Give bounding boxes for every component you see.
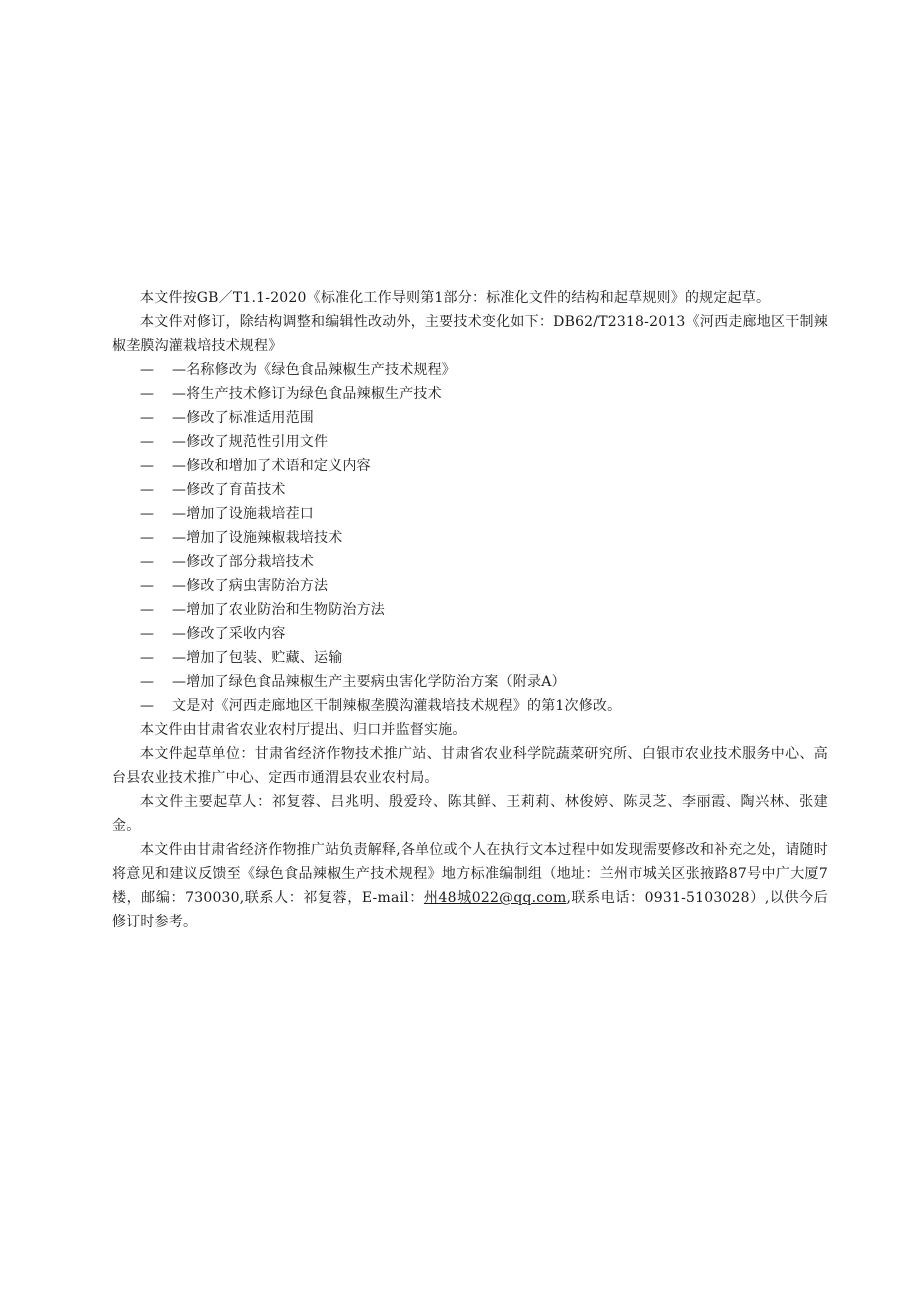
list-item [112, 550, 828, 574]
dash-marker: — [140, 578, 154, 594]
list-item-text: 文是对《河西走廊地区干制辣椒垄膜沟灌栽培技术规程》的第1次修改。 [172, 698, 622, 714]
list-item [112, 598, 828, 622]
list-item-text: —修改了采收内容 [172, 626, 286, 642]
list-item-text: —增加了设施栽培茬口 [172, 506, 314, 522]
dash-marker: — [140, 698, 154, 714]
dash-marker: — [140, 506, 154, 522]
list-item [112, 454, 828, 478]
contact-phone-text: ,联系电话：0931-5103028）,以供今后修订时参考。 [112, 890, 828, 930]
list-item-text: —将生产技术修订为绿色食品辣椒生产技术 [172, 386, 442, 402]
drafting-rule-paragraph: 本文件按GB／T1.1-2020《标准化工作导则第1部分：标准化文件的结构和起草规则》的规定起草。 [140, 290, 771, 306]
dash-marker: — [140, 410, 154, 426]
dash-marker: — [140, 434, 154, 450]
drafting-units-paragraph: 本文件起草单位：甘肃省经济作物技术推广站、甘肃省农业科学院蔬菜研究所、白银市农业技术服务中心、高台县农业技术推广中心、定西市通渭县农业农村局。 [112, 746, 828, 786]
list-item [112, 382, 828, 406]
list-item-text: —修改了标准适用范围 [172, 410, 314, 426]
list-item-text: —修改了部分栽培技术 [172, 554, 314, 570]
list-item-text: —增加了农业防治和生物防治方法 [172, 602, 385, 618]
list-item [112, 574, 828, 598]
dash-marker: — [140, 386, 154, 402]
list-item [112, 478, 828, 502]
list-item [112, 358, 828, 382]
interpretation-text: 本文件由甘肃省经济作物推广站负责解释,各单位或个人在执行文本过程中如发现需要修改和补充之处，请随时将意见和建议反馈至《绿色食品辣椒生产技术规程》地方标准编制组（地址：兰州市城关区张掖路87号中广大厦7楼，邮编：730030,联系人：祁复蓉，E-mail： [112, 842, 828, 906]
list-item [112, 694, 828, 718]
dash-marker: — [140, 482, 154, 498]
list-item [112, 670, 828, 694]
dash-marker: — [140, 650, 154, 666]
list-item-text: —修改和增加了术语和定义内容 [172, 458, 371, 474]
list-item-text: —修改了育苗技术 [172, 482, 286, 498]
list-item [112, 622, 828, 646]
dash-marker: — [140, 674, 154, 690]
dash-marker: — [140, 626, 154, 642]
list-item [112, 502, 828, 526]
revision-intro-paragraph: 本文件对修订，除结构调整和编辑性改动外，主要技术变化如下：DB62/T2318-2013《河西走廊地区干制辣椒垄膜沟灌栽培技术规程》 [112, 314, 828, 354]
drafters-paragraph: 本文件主要起草人：祁复蓉、吕兆明、殷爱玲、陈其鲜、王莉莉、林俊婷、陈灵芝、李丽霞、陶兴林、张建金。 [112, 794, 828, 834]
list-item [112, 526, 828, 550]
technical-changes-list [112, 358, 828, 718]
email-link[interactable]: 州48城022@qq.com [423, 890, 567, 906]
dash-marker: — [140, 362, 154, 378]
foreword-body [112, 286, 828, 934]
list-item-text: —增加了设施辣椒栽培技术 [172, 530, 343, 546]
list-item-text: —名称修改为《绿色食品辣椒生产技术规程》 [172, 362, 456, 378]
dash-marker: — [140, 602, 154, 618]
proposer-paragraph: 本文件由甘肃省农业农村厅提出、归口并监督实施。 [140, 722, 467, 738]
interpretation-paragraph [112, 838, 828, 934]
list-item-text: —增加了包装、贮藏、运输 [172, 650, 343, 666]
list-item-text: —增加了绿色食品辣椒生产主要病虫害化学防治方案（附录A） [172, 674, 566, 690]
dash-marker: — [140, 554, 154, 570]
list-item [112, 430, 828, 454]
list-item [112, 406, 828, 430]
list-item-text: —修改了规范性引用文件 [172, 434, 329, 450]
list-item [112, 646, 828, 670]
list-item-text: —修改了病虫害防治方法 [172, 578, 329, 594]
dash-marker: — [140, 458, 154, 474]
dash-marker: — [140, 530, 154, 546]
